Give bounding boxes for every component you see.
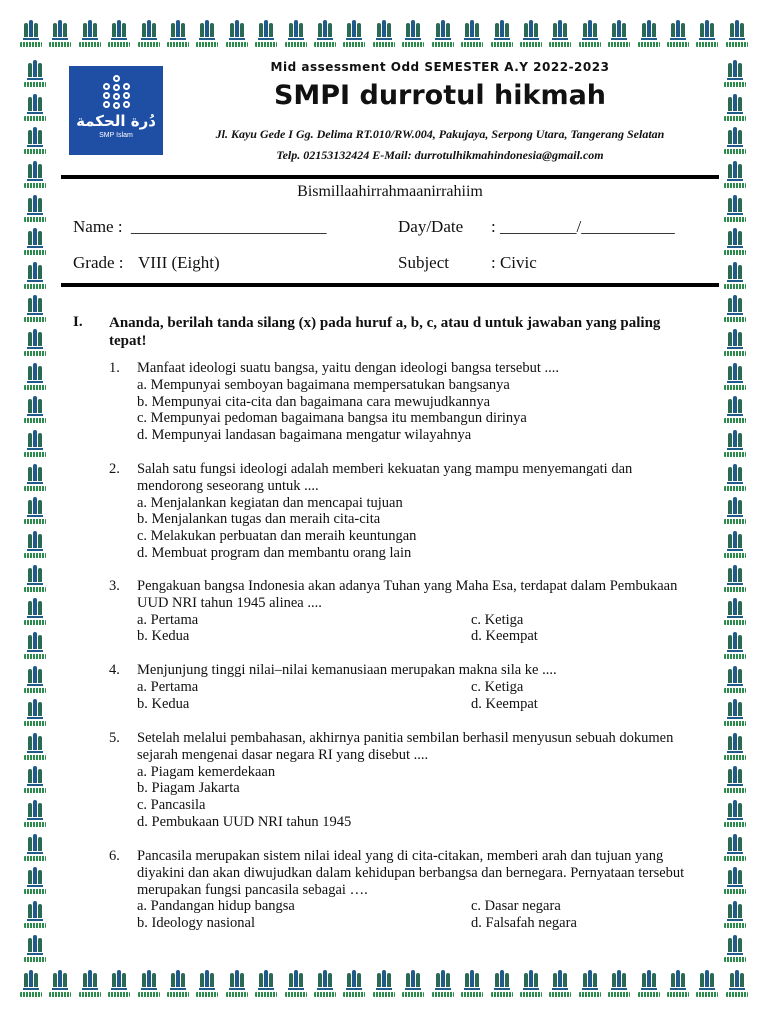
header-divider [61, 175, 719, 179]
option-c[interactable]: c. Pancasila [137, 797, 206, 814]
option-b[interactable]: b. Menjalankan tugas dan meraih cita-cita [137, 511, 381, 528]
border-ornament-icon [722, 937, 748, 967]
border-ornament-icon [577, 972, 603, 1002]
option-c[interactable]: c. Dasar negara [471, 898, 561, 915]
question-2 [109, 461, 699, 562]
border-ornament-icon [722, 466, 748, 496]
question-text: Setelah melalui pembahasan, akhirnya panitia sembilan berhasil menyusun sebuah dokumen sejarah mengenai dasar negara RI yang disebut .... [137, 730, 674, 763]
question-6 [109, 848, 699, 932]
border-ornament-icon [22, 197, 48, 227]
border-ornament-icon [22, 163, 48, 193]
border-ornament-icon [22, 802, 48, 832]
school-logo [69, 66, 163, 155]
border-ornament-icon [18, 22, 44, 52]
option-d[interactable]: d. Membuat program dan membantu orang lain [137, 544, 412, 561]
identity-divider [61, 283, 719, 287]
question-3 [109, 578, 699, 645]
option-c[interactable]: c. Melakukan perbuatan dan meraih keuntungan [137, 528, 417, 545]
border-ornament-icon [22, 567, 48, 597]
option-d[interactable]: d. Falsafah negara [471, 915, 577, 932]
option-b[interactable]: b. Mempunyai cita-cita dan bagaimana cara mewujudkannya [137, 393, 491, 410]
border-ornament-icon [312, 22, 338, 52]
border-ornament-icon [22, 903, 48, 933]
border-ornament-icon [722, 129, 748, 159]
option-a[interactable]: a. Piagam kemerdekaan [137, 763, 276, 780]
border-ornament-icon [722, 62, 748, 92]
option-a[interactable]: a. Menjalankan kegiatan dan mencapai tujuan [137, 494, 403, 511]
option-d[interactable]: d. Keempat [471, 628, 538, 645]
border-ornament-icon [665, 22, 691, 52]
border-ornament-icon [489, 972, 515, 1002]
border-ornament-icon [165, 972, 191, 1002]
grade-label: Grade : [73, 253, 124, 272]
question-number: 5. [109, 730, 120, 746]
page-border-left [22, 62, 48, 967]
border-ornament-icon [22, 62, 48, 92]
border-ornament-icon [722, 230, 748, 260]
border-ornament-icon [22, 836, 48, 866]
border-ornament-icon [18, 972, 44, 1002]
border-ornament-icon [547, 22, 573, 52]
border-ornament-icon [77, 972, 103, 1002]
border-ornament-icon [283, 972, 309, 1002]
border-ornament-icon [47, 972, 73, 1002]
name-label: Name : [73, 217, 123, 236]
border-ornament-icon [722, 432, 748, 462]
border-ornament-icon [371, 22, 397, 52]
border-ornament-icon [253, 972, 279, 1002]
option-d[interactable]: d. Mempunyai landasan bagaimana mengatur wilayahnya [137, 427, 472, 444]
border-ornament-icon [722, 903, 748, 933]
border-ornament-icon [22, 365, 48, 395]
border-ornament-icon [694, 972, 720, 1002]
border-ornament-icon [518, 22, 544, 52]
subject-value: : Civic [491, 253, 537, 272]
border-ornament-icon [459, 972, 485, 1002]
border-ornament-icon [22, 398, 48, 428]
question-4 [109, 662, 699, 712]
border-ornament-icon [722, 163, 748, 193]
option-b[interactable]: b. Piagam Jakarta [137, 780, 240, 797]
border-ornament-icon [22, 331, 48, 361]
border-ornament-icon [722, 365, 748, 395]
border-ornament-icon [636, 972, 662, 1002]
question-text: Pengakuan bangsa Indonesia akan adanya Tuhan yang Maha Esa, terdapat dalam Pembukaan UUD NRI tahun 1945 alinea .... [137, 578, 678, 611]
border-ornament-icon [400, 972, 426, 1002]
border-ornament-icon [106, 22, 132, 52]
school-contact: Telp. 02153132424 E-Mail: durrotulhikmahindonesia@gmail.com [276, 148, 604, 162]
border-ornament-icon [722, 197, 748, 227]
daydate-label: Day/Date [398, 217, 464, 236]
border-ornament-icon [165, 22, 191, 52]
border-ornament-icon [194, 972, 220, 1002]
border-ornament-icon [694, 22, 720, 52]
border-ornament-icon [430, 22, 456, 52]
border-ornament-icon [459, 22, 485, 52]
daydate-field[interactable]: : _________/___________ [491, 217, 675, 236]
border-ornament-icon [722, 701, 748, 731]
border-ornament-icon [22, 96, 48, 126]
border-ornament-icon [371, 972, 397, 1002]
border-ornament-icon [518, 972, 544, 1002]
border-ornament-icon [22, 600, 48, 630]
border-ornament-icon [136, 972, 162, 1002]
border-ornament-icon [22, 264, 48, 294]
border-ornament-icon [606, 972, 632, 1002]
border-ornament-icon [722, 600, 748, 630]
border-ornament-icon [22, 297, 48, 327]
question-text: Manfaat ideologi suatu bangsa, yaitu dengan ideologi bangsa tersebut .... [137, 360, 560, 376]
border-ornament-icon [22, 499, 48, 529]
border-ornament-icon [722, 836, 748, 866]
border-ornament-icon [665, 972, 691, 1002]
name-field[interactable]: _______________________ [131, 217, 327, 236]
option-c[interactable]: c. Mempunyai pedoman bagaimana bangsa itu membangun dirinya [137, 410, 527, 427]
border-ornament-icon [22, 533, 48, 563]
border-ornament-icon [22, 129, 48, 159]
exam-title: Mid assessment Odd SEMESTER A.Y 2022-2023 [270, 60, 610, 74]
border-ornament-icon [341, 22, 367, 52]
border-ornament-icon [341, 972, 367, 1002]
option-a[interactable]: a. Pertama [137, 678, 199, 695]
option-b[interactable]: b. Kedua [137, 628, 190, 645]
border-ornament-icon [22, 230, 48, 260]
option-a[interactable]: a. Mempunyai semboyan bagaimana mempersatukan bangsanya [137, 376, 510, 393]
option-b[interactable]: b. Ideology nasional [137, 915, 255, 932]
border-ornament-icon [77, 22, 103, 52]
border-ornament-icon [136, 22, 162, 52]
border-ornament-icon [722, 668, 748, 698]
border-ornament-icon [194, 22, 220, 52]
border-ornament-icon [606, 22, 632, 52]
border-ornament-icon [22, 768, 48, 798]
question-text: Salah satu fungsi ideologi adalah memberi kekuatan yang mampu menyemangati dan mendorong seseorang untuk .... [137, 461, 633, 494]
school-name: SMPI durrotul hikmah [273, 80, 607, 111]
question-number: 6. [109, 848, 120, 864]
question-number: 1. [109, 360, 120, 376]
option-a[interactable]: a. Pertama [137, 611, 199, 628]
page-border-bottom [18, 972, 750, 1002]
option-b[interactable]: b. Kedua [137, 695, 190, 712]
option-c[interactable]: c. Ketiga [471, 611, 524, 628]
border-ornament-icon [22, 735, 48, 765]
border-ornament-icon [22, 701, 48, 731]
option-d[interactable]: d. Pembukaan UUD NRI tahun 1945 [137, 813, 352, 830]
question-number: 2. [109, 461, 120, 477]
border-ornament-icon [547, 972, 573, 1002]
border-ornament-icon [722, 634, 748, 664]
border-ornament-icon [22, 466, 48, 496]
border-ornament-icon [722, 802, 748, 832]
question-1 [109, 360, 699, 444]
subject-label: Subject [398, 253, 449, 272]
border-ornament-icon [224, 972, 250, 1002]
option-d[interactable]: d. Keempat [471, 695, 538, 712]
question-number: 3. [109, 578, 120, 594]
border-ornament-icon [253, 22, 279, 52]
border-ornament-icon [400, 22, 426, 52]
border-ornament-icon [106, 972, 132, 1002]
border-ornament-icon [224, 22, 250, 52]
border-ornament-icon [22, 432, 48, 462]
border-ornament-icon [722, 96, 748, 126]
border-ornament-icon [722, 499, 748, 529]
border-ornament-icon [722, 869, 748, 899]
border-ornament-icon [722, 768, 748, 798]
border-ornament-icon [283, 22, 309, 52]
border-ornament-icon [22, 634, 48, 664]
border-ornament-icon [489, 22, 515, 52]
border-ornament-icon [722, 331, 748, 361]
border-ornament-icon [722, 297, 748, 327]
border-ornament-icon [22, 869, 48, 899]
border-ornament-icon [636, 22, 662, 52]
border-ornament-icon [577, 22, 603, 52]
question-text: Pancasila merupakan sistem nilai ideal yang di cita-citakan, memberi arah dan tujuan yang diyakini dan akan diwujudkan dalam kehidupan berbangsa dan bernegara. Pernyataan tersebut merupakan fungsi pancasila sebagai …. [137, 848, 685, 898]
section-instruction: Ananda, berilah tanda silang (x) pada huruf a, b, c, atau d untuk jawaban yang paling tepat! [109, 315, 661, 349]
page-border-right [722, 62, 748, 967]
border-ornament-icon [724, 972, 750, 1002]
border-ornament-icon [22, 668, 48, 698]
question-5 [109, 730, 699, 831]
logo-subtitle: SMP Islam [99, 131, 133, 139]
border-ornament-icon [430, 972, 456, 1002]
border-ornament-icon [47, 22, 73, 52]
question-number: 4. [109, 662, 120, 678]
border-ornament-icon [722, 533, 748, 563]
border-ornament-icon [722, 264, 748, 294]
section-number: I. [73, 314, 83, 330]
option-c[interactable]: c. Ketiga [471, 678, 524, 695]
option-a[interactable]: a. Pandangan hidup bangsa [137, 898, 295, 915]
border-ornament-icon [722, 398, 748, 428]
grade-value: VIII (Eight) [138, 253, 220, 272]
logo-arabic-text: دُرة الحكمة [76, 111, 156, 130]
school-address: Jl. Kayu Gede I Gg. Delima RT.010/RW.004, Pakujaya, Serpong Utara, Tangerang Selatan [215, 127, 665, 141]
border-ornament-icon [312, 972, 338, 1002]
border-ornament-icon [22, 937, 48, 967]
question-text: Menjunjung tinggi nilai–nilai kemanusiaan merupakan makna sila ke .... [137, 662, 557, 678]
logo-mark-icon [103, 83, 130, 109]
border-ornament-icon [722, 567, 748, 597]
border-ornament-icon [724, 22, 750, 52]
basmala: Bismillaahirrahmaanirrahiim [297, 183, 483, 200]
border-ornament-icon [722, 735, 748, 765]
page-border-top [18, 22, 750, 52]
